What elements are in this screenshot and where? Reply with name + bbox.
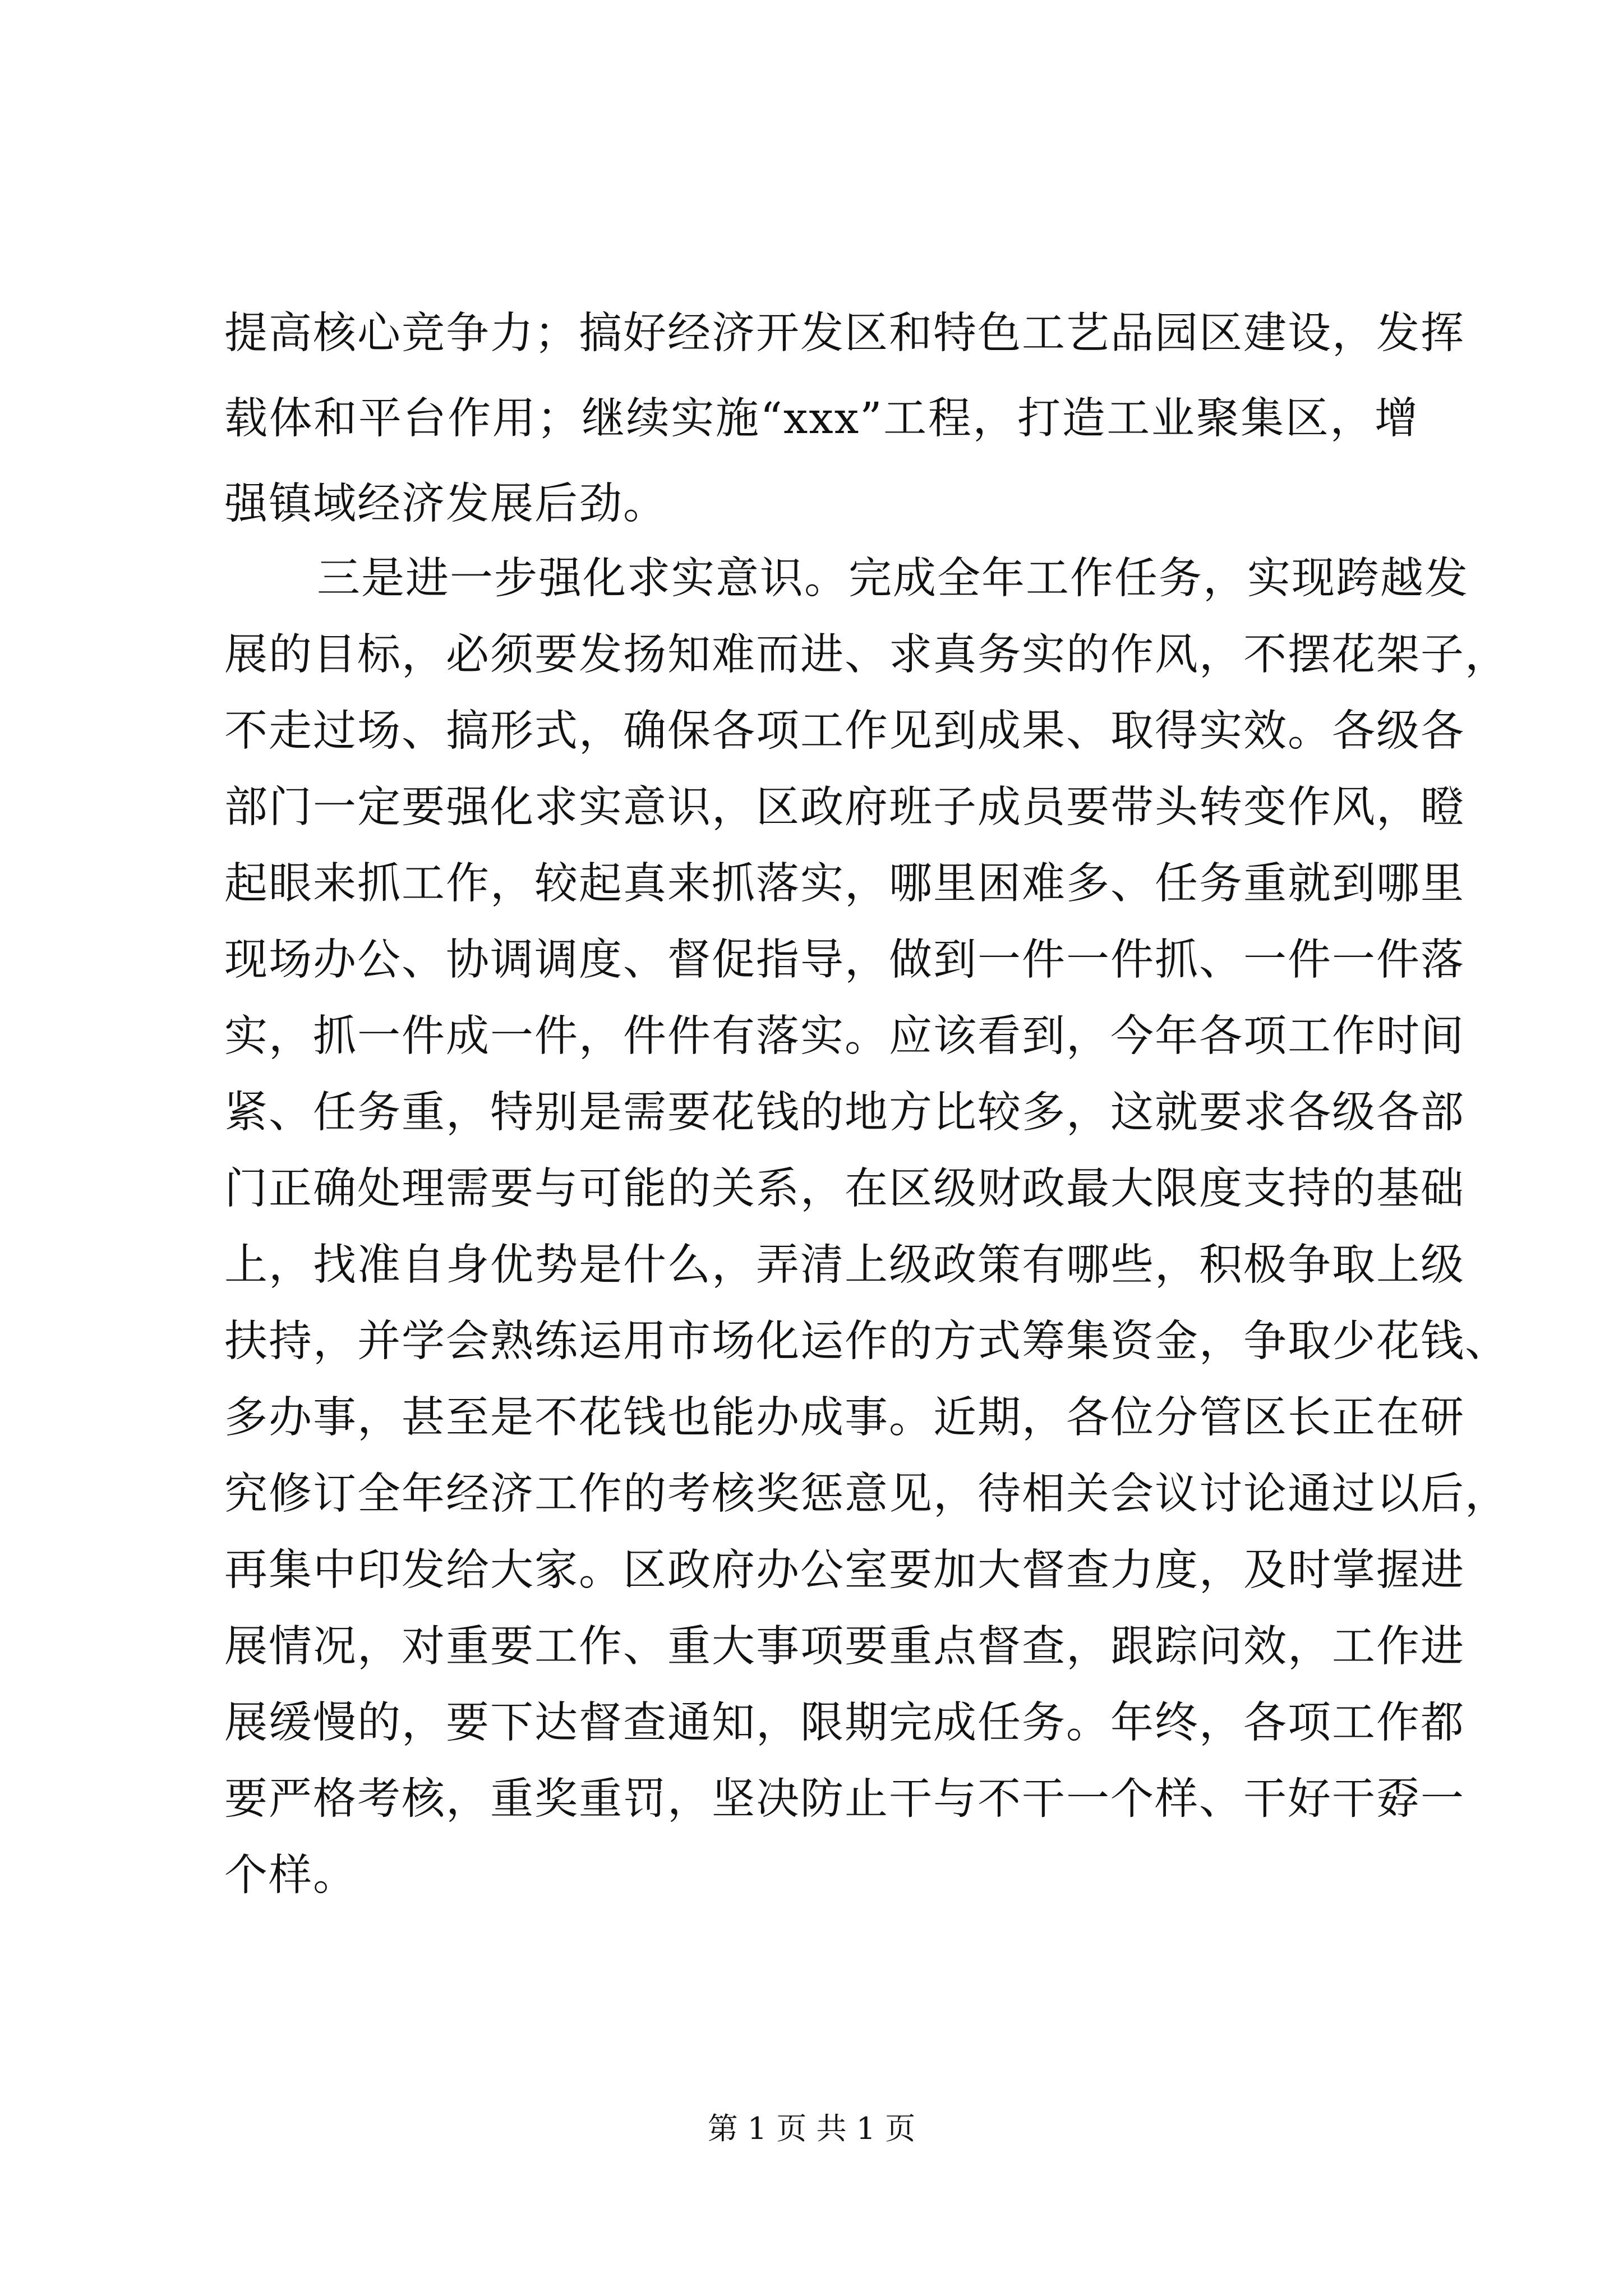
body-text-line: 要严格考核，重奖重罚，坚决防止干与不干一个样、干好干孬一 xyxy=(224,1774,1465,1824)
body-text-line: 再集中印发给大家。区政府办公室要加大督查力度，及时掌握进 xyxy=(224,1545,1465,1595)
body-text-line: 现场办公、协调调度、督促指导，做到一件一件抓、一件一件落 xyxy=(224,935,1465,985)
body-text-line: 紧、任务重，特别是需要花钱的地方比较多，这就要求各级各部 xyxy=(224,1088,1465,1138)
body-text-line: 强镇域经济发展后劲。 xyxy=(224,479,667,529)
body-text-line: 展情况，对重要工作、重大事项要重点督查，跟踪问效，工作进 xyxy=(224,1622,1465,1672)
body-text-line: 提高核心竞争力；搞好经济开发区和特色工艺品园区建设，发挥 xyxy=(224,309,1465,358)
body-text-line: 究修订全年经济工作的考核奖惩意见，待相关会议讨论通过以后， xyxy=(224,1469,1509,1519)
page-number-footer: 第 1 页 共 1 页 xyxy=(707,2111,916,2146)
body-text-line: 部门一定要强化求实意识，区政府班子成员要带头转变作风，瞪 xyxy=(224,783,1465,832)
body-text-line: 多办事，甚至是不花钱也能办成事。近期，各位分管区长正在研 xyxy=(224,1393,1465,1443)
body-text-line: 展的目标，必须要发扬知难而进、求真务实的作风，不摆花架子， xyxy=(224,630,1509,680)
body-text-line: 扶持，并学会熟练运用市场化运作的方式筹集资金，争取少花钱、 xyxy=(224,1317,1509,1366)
body-text-line: 上，找准自身优势是什么，弄清上级政策有哪些，积极争取上级 xyxy=(224,1240,1465,1290)
body-text-line: 起眼来抓工作，较起真来抓落实，哪里困难多、任务重就到哪里 xyxy=(224,859,1465,909)
body-text-line: 展缓慢的，要下达督查通知，限期完成任务。年终，各项工作都 xyxy=(224,1698,1465,1748)
body-text-line: 个样。 xyxy=(224,1851,357,1901)
body-text-line: 实，抓一件成一件，件件有落实。应该看到，今年各项工作时间 xyxy=(224,1011,1465,1061)
body-text-line: 不走过场、搞形式，确保各项工作见到成果、取得实效。各级各 xyxy=(224,706,1465,756)
body-text-line: 载体和平台作用；继续实施“xxx”工程，打造工业聚集区，增 xyxy=(224,394,1419,444)
body-text-line: 门正确处理需要与可能的关系，在区级财政最大限度支持的基础 xyxy=(224,1164,1465,1214)
paragraph-first-line: 三是进一步强化求实意识。完成全年工作任务，实现跨越发 xyxy=(317,554,1469,604)
